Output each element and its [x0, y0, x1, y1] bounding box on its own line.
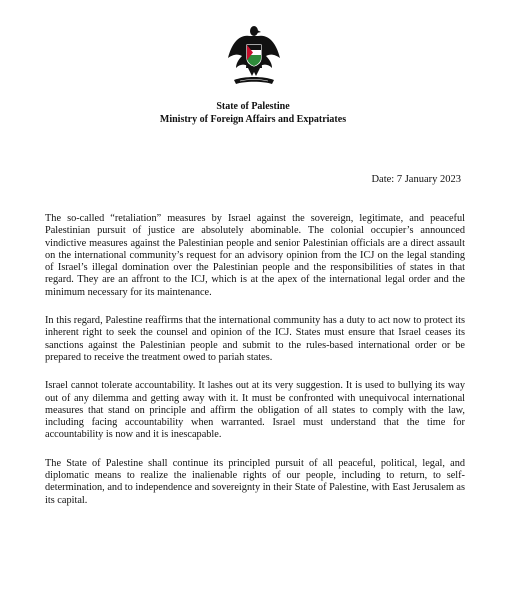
ministry-name: Ministry of Foreign Affairs and Expatriates: [159, 114, 347, 125]
paragraph-2: In this regard, Palestine reaffirms that the international community has a duty to act now to protect its inherent right to seek the counsel and opinion of the ICJ. States must ensure that Israel ceases its sanctions against the Palestinian people and submit to the rules-based international order or be prepared to receive the treatment owed to pariah states.: [45, 315, 465, 363]
country-name: State of Palestine: [216, 101, 290, 112]
paragraph-1: The so-called “retaliation” measures by Israel against the sovereign, legitimate, and peaceful Palestinian pursuit of justice are absolutely abominable. The colonial occupier’s announced vindictive measures against the Palestinian people and senior Palestinian officials are a direct assault on the international community’s request for an advisory opinion from the ICJ on the legal standing of Israel’s illegal domination over the Palestinian people and the responsibilities of states in that regard. They are an affront to the ICJ, which is at the apex of the international legal order and the minimum necessary for its maintenance.: [45, 213, 465, 298]
palestine-eagle-emblem-icon: [226, 24, 282, 92]
paragraph-4: The State of Palestine shall continue its principled pursuit of all peaceful, political, legal, and diplomatic means to realize the inalienable rights of our people, including to return, to self-determination, and to independence and sovereignty in their State of Palestine, with East Jerusalem as its capital.: [45, 457, 465, 506]
letterhead: [0, 100, 506, 126]
document-date: Date: 7 January 2023: [371, 174, 461, 185]
paragraph-3: Israel cannot tolerate accountability. It lashes out at its very suggestion. It is used to bullying its way out of any dilemma and getting away with it. It must be confronted with unequivocal international measures that stand on principle and affirm the obligation of all states to comply with the law, including facing accountability when warranted. Israel must understand that the time for accountability is now and it is inescapable.: [45, 380, 465, 441]
statement-body: [45, 213, 465, 523]
